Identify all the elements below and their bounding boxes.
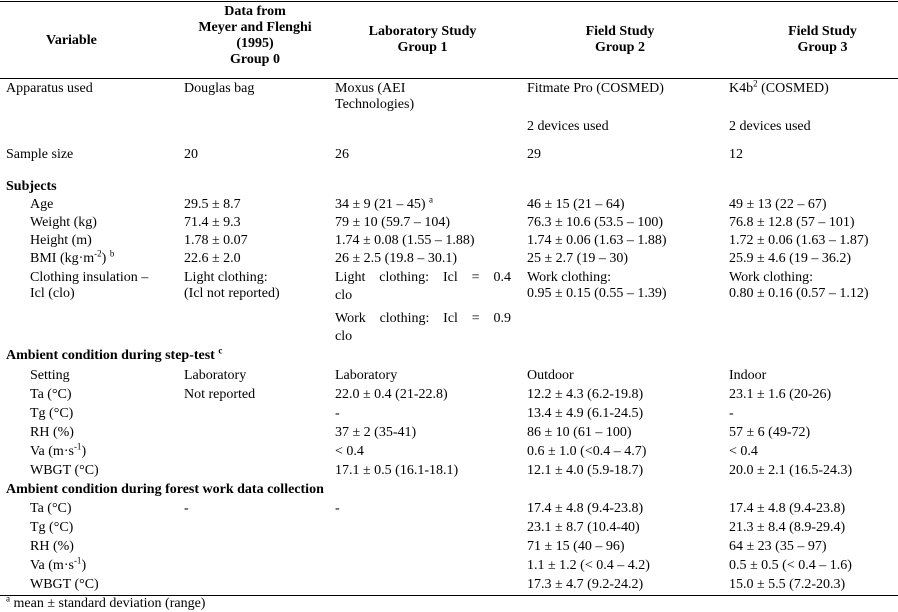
forest-tg-g2: 23.1 ± 8.7 (10.4-40) (527, 520, 640, 535)
steptest-title: Ambient condition during step-test $^c$ (6, 345, 223, 363)
step-wbgt-g3: 20.0 ± 2.1 (16.5-24.3) (729, 463, 853, 478)
clothing-g2: Work clothing: 0.95 ± 0.15 (0.55 – 1.39) (527, 270, 667, 301)
height-g0: 1.78 ± 0.07 (184, 233, 248, 248)
clothing-g3: Work clothing: 0.80 ± 0.16 (0.57 – 1.12) (729, 270, 869, 301)
forest-rh-g2: 71 ± 15 (40 – 96) (527, 539, 625, 554)
header-group3: Field Study Group 3 (788, 24, 857, 55)
age-g2: 46 ± 15 (21 – 64) (527, 197, 625, 212)
forest-rh-g3: 64 ± 23 (35 – 97) (729, 539, 827, 554)
step-setting-g1: Laboratory (335, 368, 398, 383)
weight-g2: 76.3 ± 10.6 (53.5 – 100) (527, 215, 664, 230)
weight-g0: 71.4 ± 9.3 (184, 215, 241, 230)
clothing-g1-line1: Light clothing: Icl = 0.4 (335, 270, 511, 285)
forest-title: Ambient condition during forest work data collection (6, 482, 324, 497)
clothing-g1-line4: clo (335, 329, 353, 344)
top-rule (0, 1, 898, 2)
height-g2: 1.74 ± 0.06 (1.63 – 1.88) (527, 233, 667, 248)
age-g3: 49 ± 13 (22 – 67) (729, 197, 827, 212)
apparatus-g2: Fitmate Pro (COSMED) (527, 81, 664, 96)
weight-g1: 79 ± 10 (59.7 – 104) (335, 215, 451, 230)
footnote: $^a$ mean ± standard deviation (range) (6, 593, 206, 611)
bmi-g2: 25 ± 2.7 (19 – 30) (527, 251, 629, 266)
step-setting-g0: Laboratory (184, 368, 247, 383)
clothing-label: Clothing insulation – Icl (clo) (30, 270, 149, 301)
step-wbgt-g1: 17.1 ± 0.5 (16.1-18.1) (335, 463, 459, 478)
apparatus-g3-note: 2 devices used (729, 119, 811, 134)
forest-va-g2: 1.1 ± 1.2 (< 0.4 – 4.2) (527, 558, 650, 573)
sample-label: Sample size (6, 147, 74, 162)
bmi-g3: 25.9 ± 4.6 (19 – 36.2) (729, 251, 852, 266)
step-tg-label: Tg (°C) (30, 406, 74, 421)
forest-ta-g2: 17.4 ± 4.8 (9.4-23.8) (527, 501, 644, 516)
forest-va-label: Va $(m\cdot s^{-1})$ (30, 555, 87, 573)
height-g1: 1.74 ± 0.08 (1.55 – 1.88) (335, 233, 475, 248)
forest-tg-label: Tg (°C) (30, 520, 74, 535)
apparatus-g3: $K4b^2$ (COSMED) (729, 78, 829, 96)
step-rh-label: RH (%) (30, 425, 74, 440)
age-g0: 29.5 ± 8.7 (184, 197, 241, 212)
forest-ta-label: Ta (°C) (30, 501, 72, 516)
forest-wbgt-label: WBGT (°C) (30, 577, 99, 592)
forest-wbgt-g2: 17.3 ± 4.7 (9.2-24.2) (527, 577, 644, 592)
header-group1: Laboratory Study Group 1 (368, 24, 477, 55)
step-setting-g3: Indoor (729, 368, 767, 383)
step-va-g1: < 0.4 (335, 444, 364, 459)
step-va-label: Va $(m\cdot s^{-1})$ (30, 441, 87, 459)
step-tg-g2: 13.4 ± 4.9 (6.1-24.5) (527, 406, 644, 421)
weight-g3: 76.8 ± 12.8 (57 – 101) (729, 215, 855, 230)
step-ta-g0: Not reported (184, 387, 256, 402)
forest-wbgt-g3: 15.0 ± 5.5 (7.2-20.3) (729, 577, 846, 592)
header-group0: Data from Meyer and Flenghi (1995) Group 0 (198, 4, 312, 67)
step-rh-g3: 57 ± 6 (49-72) (729, 425, 811, 440)
step-tg-g1: - (335, 406, 340, 421)
step-rh-g1: 37 ± 2 (35-41) (335, 425, 417, 440)
step-rh-g2: 86 ± 10 (61 – 100) (527, 425, 632, 440)
apparatus-g2-note: 2 devices used (527, 119, 609, 134)
bmi-label: BMI $(kg\cdot m^{-2})$ $^b$ (30, 248, 115, 266)
sample-g3: 12 (729, 147, 743, 162)
height-label: Height (m) (30, 233, 92, 248)
subjects-title: Subjects (6, 179, 57, 194)
step-wbgt-label: WBGT (°C) (30, 463, 99, 478)
step-setting-label: Setting (30, 368, 70, 383)
step-tg-g3: - (729, 406, 734, 421)
forest-ta-g3: 17.4 ± 4.8 (9.4-23.8) (729, 501, 846, 516)
apparatus-label: Apparatus used (6, 81, 93, 96)
apparatus-g0: Douglas bag (184, 81, 255, 96)
header-variable: Variable (46, 33, 97, 48)
step-ta-label: Ta (°C) (30, 387, 72, 402)
step-ta-g3: 23.1 ± 1.6 (20-26) (729, 387, 832, 402)
clothing-g1-line3: Work clothing: Icl = 0.9 (335, 311, 511, 326)
clothing-g1-line2: clo (335, 288, 353, 303)
forest-va-g3: 0.5 ± 0.5 (< 0.4 – 1.6) (729, 558, 852, 573)
header-group2: Field Study Group 2 (585, 24, 655, 55)
forest-ta-g1: - (335, 501, 340, 516)
sample-g1: 26 (335, 147, 349, 162)
age-g1: 34 ± 9 (21 – 45) $^a$ (335, 194, 434, 212)
step-ta-g1: 22.0 ± 0.4 (21-22.8) (335, 387, 448, 402)
height-g3: 1.72 ± 0.06 (1.63 – 1.87) (729, 233, 869, 248)
step-va-g2: 0.6 ± 1.0 (<0.4 – 4.7) (527, 444, 647, 459)
step-wbgt-g2: 12.1 ± 4.0 (5.9-18.7) (527, 463, 644, 478)
bmi-g0: 22.6 ± 2.0 (184, 251, 241, 266)
sample-g0: 20 (184, 147, 198, 162)
sample-g2: 29 (527, 147, 541, 162)
forest-tg-g3: 21.3 ± 8.4 (8.9-29.4) (729, 520, 846, 535)
age-label: Age (30, 197, 54, 212)
step-setting-g2: Outdoor (527, 368, 574, 383)
bmi-g1: 26 ± 2.5 (19.8 – 30.1) (335, 251, 458, 266)
forest-rh-label: RH (%) (30, 539, 74, 554)
clothing-g0: Light clothing: (Icl not reported) (184, 270, 280, 301)
step-va-g3: < 0.4 (729, 444, 758, 459)
header-rule (0, 78, 898, 79)
weight-label: Weight (kg) (30, 215, 97, 230)
forest-ta-g0: - (184, 501, 189, 516)
step-ta-g2: 12.2 ± 4.3 (6.2-19.8) (527, 387, 644, 402)
apparatus-g1: Moxus (AEI Technologies) (335, 81, 415, 112)
